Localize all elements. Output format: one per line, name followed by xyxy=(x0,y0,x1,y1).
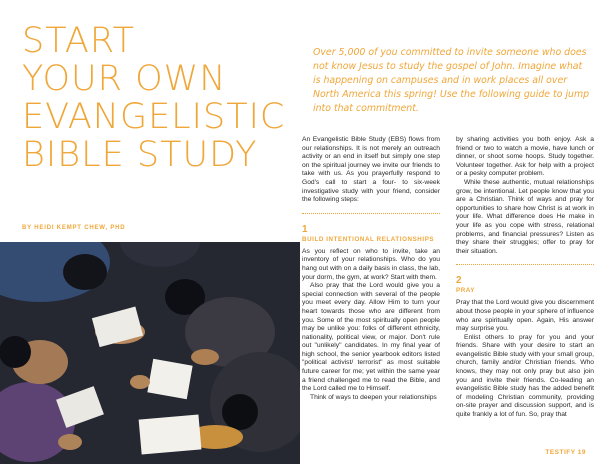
title-line-1: START xyxy=(22,21,135,61)
paragraph: While these authentic, mutual relationships grow, be intentional. Let people know that you are a Christian. Think of ways and pray for opportunities to share how Christ is at work in your life. What difference does He make in your life as you cope with stress, relational problems, and financial pressures? Listen as they share their struggles; offer to pray for their situation. xyxy=(456,178,594,255)
paragraph: Also pray that the Lord would give you a special connection with several of the people you meet every day. Allow Him to turn your heart towards those who are different from you. Some of the most spiritually open people may be unlike you: folks of different ethnicity, nationality, political view, or major. Don't rule out "unlikely" candidates. In my final year of high school, the senior yearbook editors listed "political activist/ terrorist" as most suitable future career for me; yet within the same year a friend challenged me to read the Bible, and the Lord called me to Himself. xyxy=(302,282,440,393)
body-column-1 xyxy=(302,136,440,402)
section-divider xyxy=(456,264,594,265)
section-heading: PRAY xyxy=(456,287,476,295)
paragraph: Enlist others to pray for you and your friends. Share with your desire to start an evangelistic Bible study with your small group, church, family and/or Christian friends. Who knows, they may not only pray but also join you and invite their friends. Co-leading an evangelistic Bible study has the added benefit of modeling Christian community, providing on-site prayer and discussion support, and is quite frankly a lot of fun. So, pray that xyxy=(456,333,594,419)
section-heading: BUILD INTENTIONAL RELATIONSHIPS xyxy=(302,235,435,243)
title-line-2: YOUR OWN xyxy=(22,59,227,99)
title-line-3: EVANGELISTIC xyxy=(22,97,286,137)
page-footer: TESTIFY 19 xyxy=(545,449,586,456)
paragraph: Think of ways to deepen your relationships xyxy=(310,393,437,401)
title-line-4: BIBLE STUDY xyxy=(22,135,258,175)
body-column-2 xyxy=(456,136,594,420)
section-number: 2 xyxy=(456,275,462,287)
intro-text: Over 5,000 of you committed to invite someone who does not know Jesus to study the gospel of John. Imagine what is happening on campuses and in work places all over North America this spring! Use the following guide to jump into that commitment. xyxy=(313,47,590,114)
author-byline: BY HEIDI KEMPT CHEW, PHD xyxy=(22,225,126,231)
group-study-photo xyxy=(0,242,300,464)
section-number: 1 xyxy=(302,223,308,235)
section-divider xyxy=(302,213,440,214)
paragraph: An Evangelistic Bible Study (EBS) flows from our relationships. It is not merely an outreach activity or an end in itself but simply one step on the spiritual journey we invite our friends to take with us. As you prayerfully respond to God's call to start a four- to six-week investigative study with your friend, consider the following steps: xyxy=(302,136,440,204)
paragraph: Pray that the Lord would give you discernment about those people in your sphere of influence who are spiritually open. Again, His answer may surprise you. xyxy=(456,299,594,333)
paragraph: As you reflect on who to invite, take an inventory of your relationships. Who do you hang out with on a daily basis in class, the lab, your dorm, the gym, at work? Start with them. xyxy=(302,247,440,281)
paragraph: by sharing activities you both enjoy. Ask a friend or two to watch a movie, have lunch or dinner, or shoot some hoops. Study together. Volunteer together. Ask for help with a project or a pesky computer problem. xyxy=(456,136,594,178)
article-title xyxy=(22,22,292,174)
